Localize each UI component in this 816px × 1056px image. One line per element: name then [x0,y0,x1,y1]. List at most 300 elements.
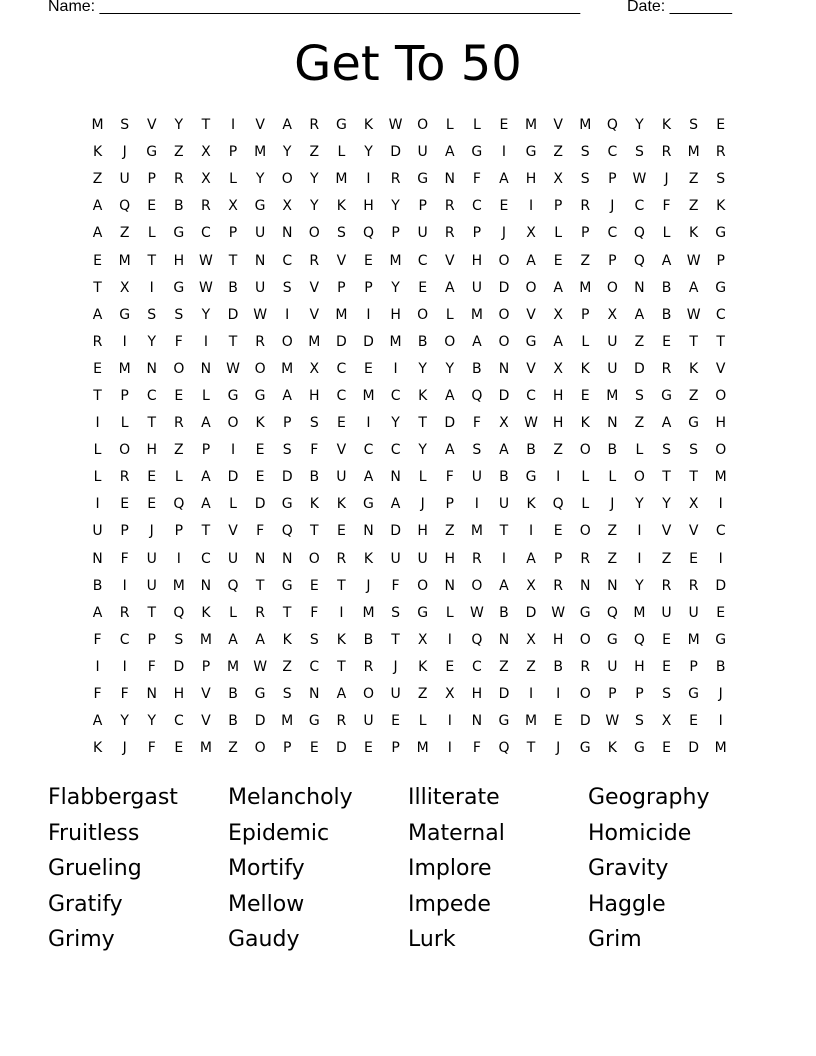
grid-letter[interactable]: Q [227,577,239,594]
grid-letter[interactable]: C [363,442,374,459]
grid-letter[interactable]: R [471,550,482,567]
grid-letter[interactable]: X [201,144,211,161]
grid-letter[interactable]: K [689,360,699,377]
grid-letter[interactable]: B [174,198,184,215]
grid-letter[interactable]: A [661,252,672,269]
grid-letter[interactable]: D [173,658,185,675]
grid-letter[interactable]: W [199,279,213,296]
grid-letter[interactable]: T [255,577,265,594]
grid-letter[interactable]: E [499,198,509,215]
grid-letter[interactable]: M [199,740,212,757]
grid-letter[interactable]: S [282,686,292,703]
grid-letter[interactable]: S [391,604,401,621]
grid-letter[interactable]: W [388,117,403,134]
grid-letter[interactable]: A [499,442,509,459]
grid-letter[interactable]: D [281,469,293,486]
grid-letter[interactable]: A [526,252,536,269]
grid-letter[interactable]: J [501,225,507,242]
grid-letter[interactable]: T [716,333,725,350]
grid-letter[interactable]: C [634,198,645,215]
grid-letter[interactable]: A [92,225,103,242]
grid-letter[interactable]: Y [391,415,400,432]
grid-letter[interactable]: W [226,360,240,377]
grid-letter[interactable]: W [469,604,484,621]
grid-letter[interactable]: A [444,279,455,296]
grid-letter[interactable]: H [363,198,374,215]
name-field-label[interactable]: Name: ______________________________________________________ [48,0,581,15]
grid-letter[interactable]: M [687,144,700,161]
grid-letter[interactable]: T [93,279,102,296]
grid-letter[interactable]: Z [553,442,563,459]
grid-letter[interactable]: G [254,198,266,215]
grid-letter[interactable]: A [92,713,103,730]
grid-letter[interactable]: O [525,279,537,296]
grid-letter[interactable]: B [607,442,618,459]
grid-letter[interactable]: N [444,577,455,594]
grid-letter[interactable]: J [366,577,371,594]
grid-letter[interactable]: F [93,631,102,648]
grid-letter[interactable]: Y [391,198,400,215]
grid-letter[interactable]: Y [282,144,292,161]
grid-letter[interactable]: M [687,631,700,648]
grid-letter[interactable]: C [607,144,618,161]
grid-letter[interactable]: Z [634,333,645,350]
grid-letter[interactable]: O [417,577,429,594]
grid-letter[interactable]: M [416,740,429,757]
grid-letter[interactable]: E [93,360,102,377]
grid-letter[interactable]: M [470,306,483,323]
grid-letter[interactable]: S [282,279,292,296]
grid-letter[interactable]: G [525,144,537,161]
grid-letter[interactable]: V [228,523,238,540]
grid-letter[interactable]: R [173,171,184,188]
grid-letter[interactable]: I [556,469,561,486]
grid-letter[interactable]: B [661,279,672,296]
grid-letter[interactable]: M [335,306,348,323]
grid-letter[interactable]: L [608,469,617,486]
grid-letter[interactable]: E [553,523,563,540]
grid-letter[interactable]: N [498,631,510,648]
grid-letter[interactable]: S [634,713,644,730]
grid-letter[interactable]: M [633,604,646,621]
grid-letter[interactable]: H [390,306,401,323]
grid-letter[interactable]: D [390,144,401,161]
grid-letter[interactable]: D [525,604,537,621]
grid-letter[interactable]: M [362,604,375,621]
grid-letter[interactable]: S [689,117,699,134]
grid-letter[interactable]: I [556,686,561,703]
grid-letter[interactable]: P [608,252,617,269]
grid-letter[interactable]: Z [228,740,238,757]
grid-letter[interactable]: M [579,117,592,134]
grid-letter[interactable]: K [689,225,699,242]
grid-letter[interactable]: C [173,713,184,730]
grid-letter[interactable]: C [119,631,130,648]
grid-letter[interactable]: A [201,415,211,432]
grid-letter[interactable]: H [552,415,564,432]
grid-letter[interactable]: G [119,306,131,323]
grid-letter[interactable]: Z [417,686,428,703]
grid-letter[interactable]: V [553,117,563,134]
grid-letter[interactable]: J [149,523,154,540]
grid-letter[interactable]: G [525,333,537,350]
grid-letter[interactable]: G [146,144,158,161]
grid-letter[interactable]: S [282,442,292,459]
grid-letter[interactable]: I [447,631,452,648]
grid-letter[interactable]: M [199,631,212,648]
grid-letter[interactable]: R [688,577,699,594]
grid-letter[interactable]: O [119,442,131,459]
grid-letter[interactable]: N [498,360,510,377]
grid-letter[interactable]: D [336,333,347,350]
grid-letter[interactable]: G [525,469,537,486]
grid-letter[interactable]: T [337,658,346,675]
grid-letter[interactable]: E [445,658,455,675]
grid-letter[interactable]: S [716,171,726,188]
grid-letter[interactable]: F [120,550,129,567]
grid-letter[interactable]: U [661,604,672,621]
grid-letter[interactable]: E [662,658,671,675]
grid-letter[interactable]: A [92,306,103,323]
grid-letter[interactable]: E [255,442,265,459]
grid-letter[interactable]: E [580,387,590,404]
grid-letter[interactable]: M [362,387,375,404]
grid-letter[interactable]: G [498,713,510,730]
grid-letter[interactable]: N [254,550,266,567]
grid-letter[interactable]: V [336,442,347,459]
grid-letter[interactable]: T [526,740,536,757]
grid-letter[interactable]: X [607,306,618,323]
grid-letter[interactable]: A [688,279,699,296]
grid-letter[interactable]: D [227,306,239,323]
grid-letter[interactable]: O [606,279,618,296]
grid-letter[interactable]: I [366,306,371,323]
grid-letter[interactable]: L [445,117,454,134]
grid-letter[interactable]: Q [362,225,374,242]
grid-letter[interactable]: P [689,658,698,675]
grid-letter[interactable]: Y [255,171,265,188]
grid-letter[interactable]: S [147,306,157,323]
grid-letter[interactable]: R [309,117,320,134]
grid-letter[interactable]: S [309,631,319,648]
grid-letter[interactable]: J [610,198,615,215]
grid-letter[interactable]: U [417,225,428,242]
grid-letter[interactable]: R [580,550,591,567]
grid-letter[interactable]: C [336,360,347,377]
grid-letter[interactable]: E [93,252,102,269]
grid-letter[interactable]: J [664,171,669,188]
grid-letter[interactable]: Q [281,523,293,540]
grid-letter[interactable]: Y [147,333,157,350]
grid-letter[interactable]: B [92,577,103,594]
grid-letter[interactable]: H [471,252,483,269]
grid-letter[interactable]: C [146,387,157,404]
grid-letter[interactable]: B [363,631,374,648]
grid-letter[interactable]: O [498,306,510,323]
grid-letter[interactable]: N [146,360,157,377]
grid-letter[interactable]: W [253,658,268,675]
grid-letter[interactable]: M [281,713,294,730]
grid-letter[interactable]: N [579,577,591,594]
grid-letter[interactable]: D [579,713,591,730]
grid-letter[interactable]: X [201,171,211,188]
grid-letter[interactable]: N [146,686,157,703]
grid-letter[interactable]: L [445,306,454,323]
grid-letter[interactable]: Y [310,171,319,188]
grid-letter[interactable]: J [122,740,127,757]
grid-letter[interactable]: M [389,252,402,269]
grid-letter[interactable]: X [499,415,509,432]
grid-letter[interactable]: X [309,360,320,377]
grid-letter[interactable]: K [363,550,374,567]
grid-letter[interactable]: V [201,713,211,730]
grid-letter[interactable]: Z [607,550,618,567]
grid-letter[interactable]: M [172,577,185,594]
grid-letter[interactable]: I [366,171,371,188]
grid-letter[interactable]: K [418,387,428,404]
grid-letter[interactable]: N [471,713,483,730]
grid-letter[interactable]: C [201,550,211,567]
grid-letter[interactable]: E [147,469,157,486]
grid-letter[interactable]: A [553,333,563,350]
grid-letter[interactable]: M [714,469,727,486]
grid-letter[interactable]: Y [147,713,157,730]
grid-letter[interactable]: S [309,415,319,432]
grid-letter[interactable]: C [390,387,401,404]
grid-letter[interactable]: Z [499,658,509,675]
grid-letter[interactable]: R [363,658,374,675]
grid-letter[interactable]: A [363,469,374,486]
grid-letter[interactable]: C [471,658,482,675]
grid-letter[interactable]: L [93,469,102,486]
grid-letter[interactable]: W [686,306,701,323]
grid-letter[interactable]: N [281,225,293,242]
grid-letter[interactable]: U [471,469,482,486]
grid-letter[interactable]: G [688,415,700,432]
grid-letter[interactable]: M [118,360,131,377]
grid-letter[interactable]: T [282,604,292,621]
grid-letter[interactable]: B [417,333,428,350]
grid-letter[interactable]: C [282,252,293,269]
grid-letter[interactable]: M [389,333,402,350]
grid-letter[interactable]: A [661,415,672,432]
grid-letter[interactable]: O [471,577,483,594]
grid-letter[interactable]: P [282,740,292,757]
grid-letter[interactable]: W [632,171,647,188]
grid-letter[interactable]: T [418,415,427,432]
grid-letter[interactable]: F [445,469,454,486]
grid-letter[interactable]: F [472,740,481,757]
grid-letter[interactable]: F [147,740,156,757]
grid-letter[interactable]: P [553,198,563,215]
grid-letter[interactable]: X [526,225,536,242]
grid-letter[interactable]: Q [173,604,185,621]
grid-letter[interactable]: M [525,117,538,134]
grid-letter[interactable]: D [254,713,266,730]
grid-letter[interactable]: S [580,171,590,188]
grid-letter[interactable]: L [337,144,346,161]
grid-letter[interactable]: L [662,225,671,242]
grid-letter[interactable]: X [553,171,563,188]
grid-letter[interactable]: U [92,523,103,540]
grid-letter[interactable]: P [608,686,617,703]
grid-letter[interactable]: A [255,631,265,648]
grid-letter[interactable]: I [285,306,290,323]
grid-letter[interactable]: Z [119,225,130,242]
grid-letter[interactable]: P [716,252,725,269]
grid-letter[interactable]: I [339,604,344,621]
grid-letter[interactable]: J [393,658,398,675]
grid-letter[interactable]: W [551,604,566,621]
grid-letter[interactable]: L [581,496,590,513]
grid-letter[interactable]: T [201,523,211,540]
grid-letter[interactable]: E [689,713,699,730]
grid-letter[interactable]: N [607,415,618,432]
grid-letter[interactable]: J [122,144,127,161]
grid-letter[interactable]: H [471,686,483,703]
grid-letter[interactable]: A [444,144,455,161]
grid-letter[interactable]: E [336,415,346,432]
grid-letter[interactable]: F [472,171,481,188]
grid-letter[interactable]: E [147,496,157,513]
grid-letter[interactable]: D [390,523,401,540]
grid-letter[interactable]: B [553,658,563,675]
grid-letter[interactable]: R [119,469,130,486]
grid-letter[interactable]: M [579,279,592,296]
grid-letter[interactable]: Q [606,604,618,621]
grid-letter[interactable]: R [336,550,347,567]
grid-letter[interactable]: M [91,117,104,134]
grid-letter[interactable]: K [580,360,590,377]
grid-letter[interactable]: A [336,686,347,703]
grid-letter[interactable]: L [554,225,563,242]
grid-letter[interactable]: H [173,252,185,269]
grid-letter[interactable]: I [366,415,371,432]
grid-letter[interactable]: K [255,415,265,432]
grid-letter[interactable]: Z [526,658,536,675]
grid-letter[interactable]: D [498,387,510,404]
grid-letter[interactable]: Z [282,658,292,675]
grid-letter[interactable]: R [201,198,211,215]
grid-letter[interactable]: N [200,360,212,377]
grid-letter[interactable]: P [282,415,292,432]
grid-letter[interactable]: T [201,117,211,134]
grid-letter[interactable]: V [715,360,726,377]
grid-letter[interactable]: G [688,686,700,703]
grid-letter[interactable]: E [120,496,130,513]
grid-letter[interactable]: N [254,252,266,269]
grid-letter[interactable]: Z [580,252,591,269]
grid-letter[interactable]: G [335,117,347,134]
grid-letter[interactable]: V [336,252,347,269]
grid-letter[interactable]: K [526,496,536,513]
grid-letter[interactable]: Y [635,577,644,594]
grid-letter[interactable]: L [229,496,237,513]
grid-letter[interactable]: X [553,306,563,323]
grid-letter[interactable]: H [525,171,537,188]
grid-letter[interactable]: G [173,279,185,296]
grid-letter[interactable]: E [689,550,699,567]
grid-letter[interactable]: Y [364,144,373,161]
grid-letter[interactable]: F [147,658,156,675]
grid-letter[interactable]: T [310,523,319,540]
grid-letter[interactable]: Q [173,496,185,513]
grid-letter[interactable]: I [637,550,642,567]
grid-letter[interactable]: Z [92,171,103,188]
grid-letter[interactable]: E [309,740,319,757]
grid-letter[interactable]: P [120,387,129,404]
grid-letter[interactable]: I [501,550,507,567]
grid-letter[interactable]: Q [633,252,645,269]
grid-letter[interactable]: U [227,550,239,567]
grid-letter[interactable]: D [227,469,239,486]
grid-letter[interactable]: O [498,252,510,269]
grid-letter[interactable]: Q [633,631,645,648]
grid-letter[interactable]: I [122,577,127,594]
grid-letter[interactable]: S [472,442,482,459]
grid-letter[interactable]: C [417,252,428,269]
grid-letter[interactable]: U [254,225,266,242]
grid-letter[interactable]: B [499,604,509,621]
grid-letter[interactable]: A [92,604,103,621]
grid-letter[interactable]: G [173,225,185,242]
grid-letter[interactable]: G [606,631,618,648]
grid-letter[interactable]: C [201,225,211,242]
grid-letter[interactable]: Q [119,198,131,215]
grid-letter[interactable]: K [309,496,319,513]
grid-letter[interactable]: T [147,604,157,621]
grid-letter[interactable]: I [528,198,534,215]
grid-letter[interactable]: R [255,333,265,350]
grid-letter[interactable]: Z [553,144,563,161]
grid-letter[interactable]: V [255,117,265,134]
grid-letter[interactable]: D [336,740,347,757]
grid-letter[interactable]: K [336,631,346,648]
grid-letter[interactable]: X [282,198,292,215]
grid-letter[interactable]: R [336,713,347,730]
grid-letter[interactable]: I [393,360,398,377]
grid-letter[interactable]: G [227,387,239,404]
grid-letter[interactable]: X [228,198,238,215]
grid-letter[interactable]: E [553,713,563,730]
grid-letter[interactable]: V [309,279,320,296]
grid-letter[interactable]: L [120,415,129,432]
grid-letter[interactable]: R [580,198,591,215]
grid-letter[interactable]: G [579,740,591,757]
grid-letter[interactable]: K [716,198,726,215]
grid-letter[interactable]: I [718,496,723,513]
grid-letter[interactable]: L [174,469,183,486]
grid-letter[interactable]: K [363,117,374,134]
grid-letter[interactable]: B [472,360,482,377]
grid-letter[interactable]: I [528,523,534,540]
grid-letter[interactable]: G [715,225,727,242]
grid-letter[interactable]: B [228,279,238,296]
grid-letter[interactable]: A [228,631,238,648]
grid-letter[interactable]: E [662,740,671,757]
grid-letter[interactable]: M [118,252,131,269]
grid-letter[interactable]: K [201,604,211,621]
grid-letter[interactable]: G [363,496,374,513]
grid-letter[interactable]: O [362,686,374,703]
grid-letter[interactable]: G [254,387,266,404]
grid-letter[interactable]: Y [445,360,455,377]
grid-letter[interactable]: U [146,577,157,594]
grid-letter[interactable]: B [526,442,536,459]
grid-letter[interactable]: A [444,387,455,404]
grid-letter[interactable]: P [581,225,590,242]
grid-letter[interactable]: I [203,333,208,350]
